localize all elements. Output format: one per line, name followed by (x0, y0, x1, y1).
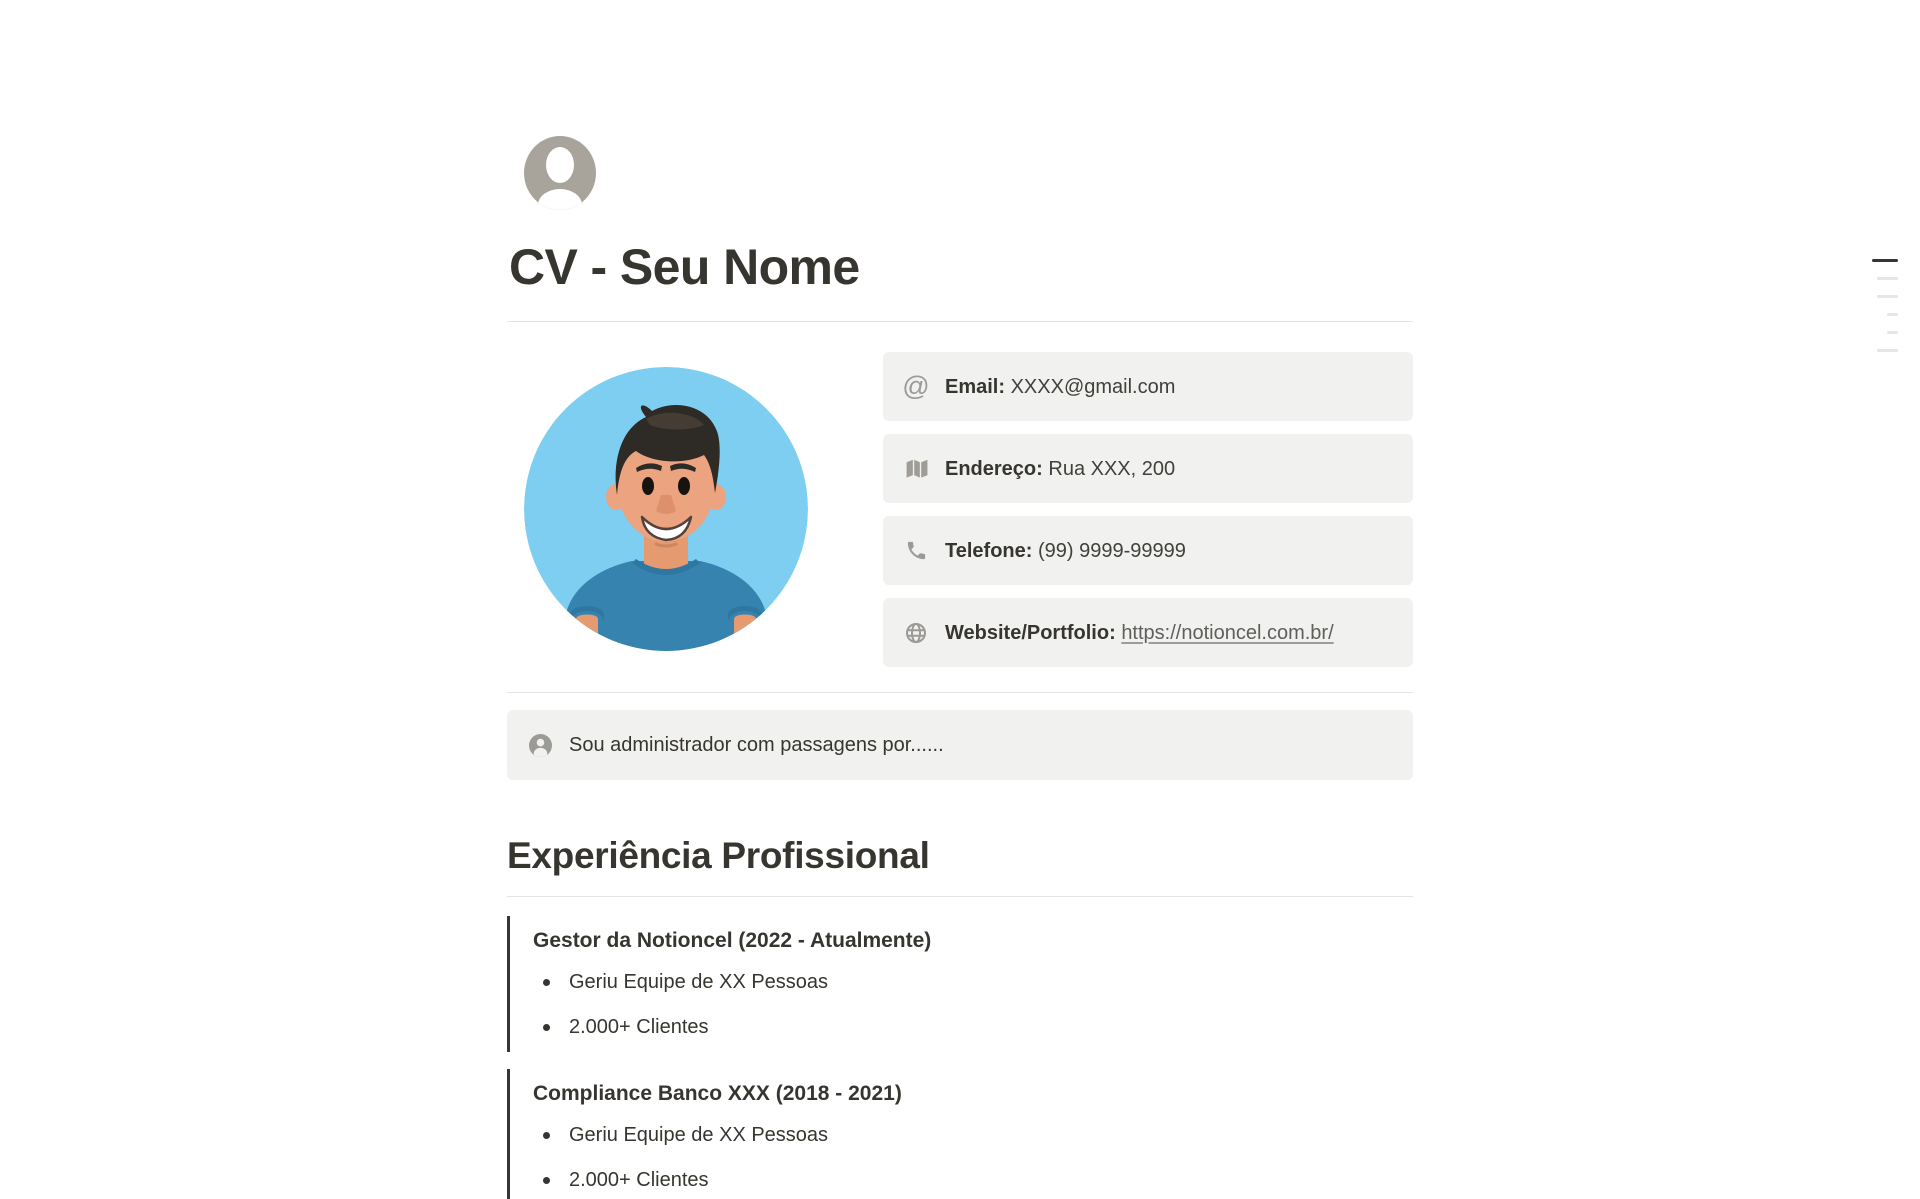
profile-columns (507, 352, 1413, 667)
email-label: Email: (945, 375, 1006, 398)
contact-text (945, 536, 1186, 566)
contact-text (945, 454, 1175, 484)
outline-bar[interactable] (1877, 349, 1898, 352)
experience-heading: Experiência Profissional (507, 835, 930, 876)
job-bullet: Geriu Equipe de XX Pessoas (533, 967, 1411, 998)
divider (507, 896, 1413, 897)
job-title: Compliance Banco XXX (2018 - 2021) (533, 1082, 902, 1106)
phone-value: (99) 9999-99999 (1037, 539, 1186, 562)
map-icon (903, 456, 929, 481)
page-user-icon[interactable] (523, 135, 597, 211)
website-label: Website/Portfolio: (945, 621, 1116, 644)
at-icon: @ (902, 371, 930, 401)
outline-bar[interactable] (1887, 331, 1898, 334)
contact-text (945, 618, 1334, 648)
outline-bar-active[interactable] (1872, 259, 1898, 262)
phone-label: Telefone: (945, 539, 1033, 562)
address-value: Rua XXX, 200 (1048, 457, 1176, 480)
job-bullet: 2.000+ Clientes (533, 1165, 1411, 1196)
page-title[interactable]: CV - Seu Nome (509, 239, 860, 295)
job-quote-block (507, 916, 1413, 1052)
job-bullet-list (533, 967, 1411, 1043)
website-link[interactable]: https://notioncel.com.br/ (1121, 621, 1334, 644)
job-bullet-list (533, 1120, 1411, 1196)
summary-text: Sou administrador com passagens por...... (569, 734, 944, 756)
avatar-column (507, 352, 883, 667)
contact-column (883, 352, 1413, 667)
page-body (507, 0, 1413, 1199)
summary-callout (507, 710, 1413, 780)
avatar-image (524, 367, 808, 651)
contact-text (945, 372, 1175, 402)
globe-icon (903, 621, 929, 645)
outline-bar[interactable] (1887, 313, 1898, 316)
person-circle-icon (527, 734, 553, 757)
contact-callout-email (883, 352, 1413, 421)
contact-callout-website (883, 598, 1413, 667)
phone-icon (903, 539, 929, 562)
job-bullet: 2.000+ Clientes (533, 1012, 1411, 1043)
outline-indicator (1872, 259, 1898, 352)
divider (507, 321, 1413, 322)
job-quote-block (507, 1069, 1413, 1199)
job-bullet: Geriu Equipe de XX Pessoas (533, 1120, 1411, 1151)
outline-bar[interactable] (1877, 295, 1898, 298)
contact-callout-phone (883, 516, 1413, 585)
address-label: Endereço: (945, 457, 1043, 480)
job-title: Gestor da Notioncel (2022 - Atualmente) (533, 929, 932, 953)
divider (507, 692, 1413, 693)
email-value: XXXX@gmail.com (1010, 375, 1176, 398)
contact-callout-address (883, 434, 1413, 503)
outline-bar[interactable] (1877, 277, 1898, 280)
